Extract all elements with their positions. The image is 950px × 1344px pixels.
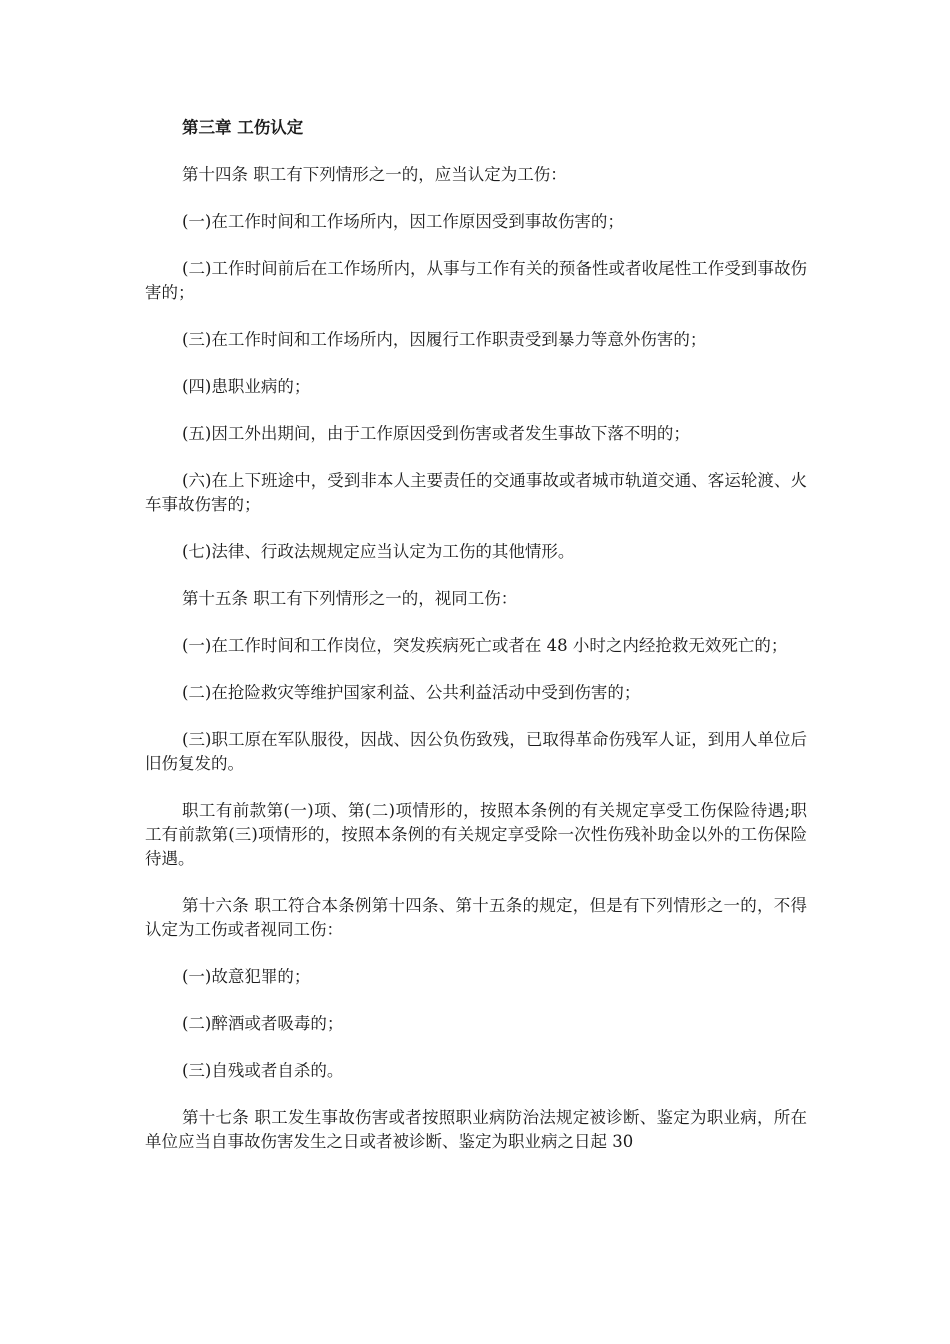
article-15-item-2: (二)在抢险救灾等维护国家利益、公共利益活动中受到伤害的； — [182, 683, 641, 702]
article-14-item-4: (四)患职业病的； — [182, 377, 311, 396]
article-17-intro: 第十七条 职工发生事故伤害或者按照职业病防治法规定被诊断、鉴定为职业病，所在单位应当自事故伤害发生之日或者被诊断、鉴定为职业病之日起 30 — [145, 1108, 807, 1151]
article-16-item-3: (三)自残或者自杀的。 — [182, 1061, 344, 1080]
article-14-item-2: (二)工作时间前后在工作场所内，从事与工作有关的预备性或者收尾性工作受到事故伤害的； — [145, 259, 807, 302]
article-15-intro: 第十五条 职工有下列情形之一的，视同工伤： — [182, 589, 518, 608]
article-14-intro: 第十四条 职工有下列情形之一的，应当认定为工伤： — [182, 165, 567, 184]
article-14-item-6: (六)在上下班途中，受到非本人主要责任的交通事故或者城市轨道交通、客运轮渡、火车事故伤害的； — [145, 471, 807, 514]
article-16-item-1: (一)故意犯罪的； — [182, 967, 311, 986]
article-15-note: 职工有前款第(一)项、第(二)项情形的，按照本条例的有关规定享受工伤保险待遇;职工有前款第(三)项情形的，按照本条例的有关规定享受除一次性伤残补助金以外的工伤保险待遇。 — [145, 801, 807, 868]
article-14-item-7: (七)法律、行政法规规定应当认定为工伤的其他情形。 — [182, 542, 575, 561]
article-14-item-3: (三)在工作时间和工作场所内，因履行工作职责受到暴力等意外伤害的； — [182, 330, 707, 349]
article-14-item-1: (一)在工作时间和工作场所内，因工作原因受到事故伤害的； — [182, 212, 624, 231]
article-15-item-1: (一)在工作时间和工作岗位，突发疾病死亡或者在 48 小时之内经抢救无效死亡的； — [182, 636, 788, 655]
article-14-item-5: (五)因工外出期间，由于工作原因受到伤害或者发生事故下落不明的； — [182, 424, 690, 443]
article-15-item-3: (三)职工原在军队服役，因战、因公负伤致残，已取得革命伤残军人证，到用人单位后旧伤复发的。 — [145, 730, 807, 773]
article-16-intro: 第十六条 职工符合本条例第十四条、第十五条的规定，但是有下列情形之一的，不得认定为工伤或者视同工伤： — [145, 896, 807, 939]
chapter-heading: 第三章 工伤认定 — [182, 118, 304, 137]
document-body — [145, 116, 807, 1177]
article-16-item-2: (二)醉酒或者吸毒的； — [182, 1014, 344, 1033]
